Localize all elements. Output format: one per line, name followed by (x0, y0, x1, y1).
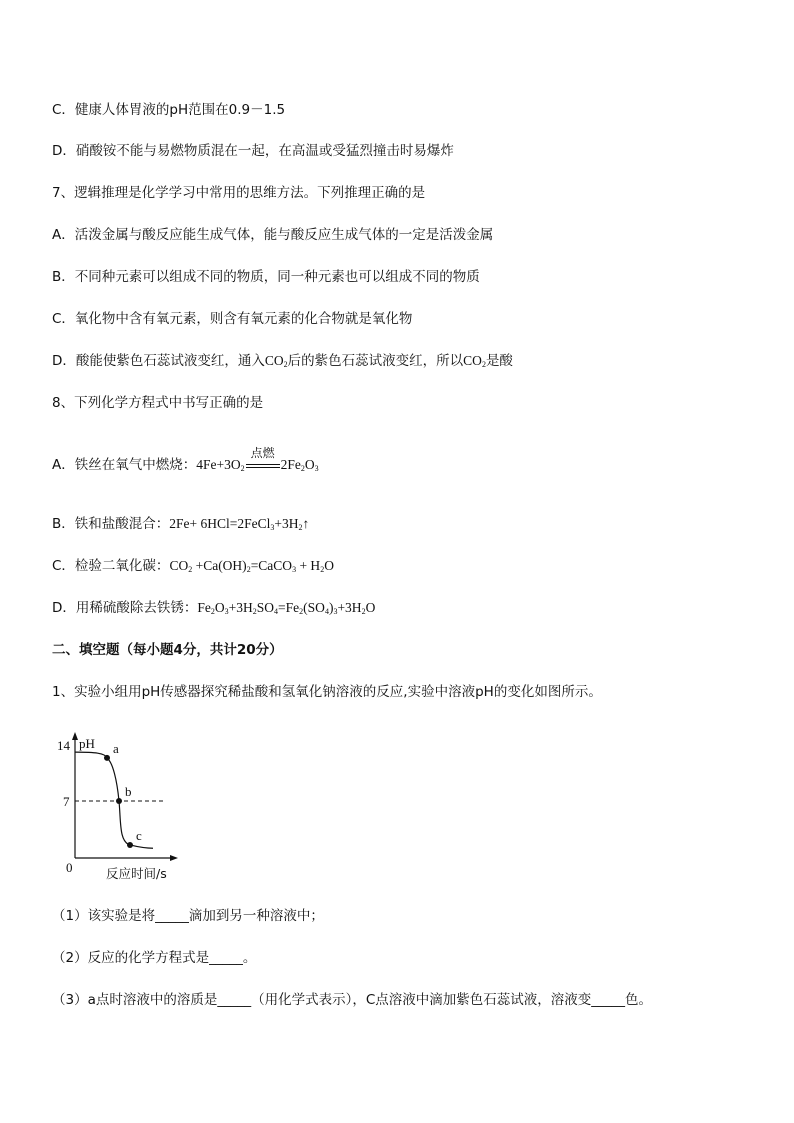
text: B．不同种元素可以组成不同的物质，同一种元素也可以组成不同的物质 (52, 269, 480, 285)
option-7d (52, 352, 513, 370)
subscript: 2 (210, 607, 215, 616)
text: （3）a点时溶液中的溶质是_____（用化学式表示），C点溶液中滴加紫色石蕊试液，溶液变_____色。 (52, 992, 653, 1008)
subscript: 2 (298, 523, 303, 532)
y-tick-7: 7 (63, 794, 70, 809)
text: Fe (197, 600, 211, 615)
text: +3H (228, 600, 253, 615)
condition-text: 点燃 (250, 445, 275, 460)
subscript: 3 (314, 464, 319, 473)
equation (196, 445, 319, 473)
text: 1、实验小组用pH传感器探究稀盐酸和氢氧化钠溶液的反应,实验中溶液pH的变化如图所示。 (52, 684, 602, 700)
subscript: 2 (188, 565, 193, 574)
subscript: 2 (240, 464, 245, 473)
reaction-condition-sign (246, 445, 280, 475)
text: ) (328, 600, 334, 615)
text: 7、逻辑推理是化学学习中常用的思维方法。下列推理正确的是 (52, 185, 426, 201)
text: 2Fe (280, 457, 301, 472)
subscript: 2 (246, 565, 251, 574)
text: O (365, 600, 376, 615)
text: （1）该实验是将_____滴加到另一种溶液中； (52, 908, 324, 924)
equal-bar (246, 467, 280, 468)
subscript: 2 (320, 565, 325, 574)
text: + H (296, 558, 321, 573)
section-heading (52, 641, 283, 659)
fill-question-1-part3 (52, 991, 652, 1009)
option-7d-prev (52, 142, 454, 160)
text: O (304, 457, 315, 472)
text: A．铁丝在氧气中燃烧： (52, 457, 197, 473)
equal-bar (246, 464, 280, 465)
subscript: 3 (224, 607, 229, 616)
ph-chart (55, 730, 185, 880)
subscript: 2 (300, 464, 305, 473)
subscript: 2 (299, 607, 304, 616)
equation (169, 558, 334, 573)
option-7c-prev (52, 101, 285, 119)
text: O (214, 600, 225, 615)
point-label-a: a (113, 740, 119, 756)
subscript: 3 (333, 607, 338, 616)
y-axis-label: pH (79, 736, 95, 751)
option-8d (52, 599, 375, 617)
text: +3H (337, 600, 362, 615)
y-axis-arrow-icon (72, 732, 78, 740)
equation (169, 516, 309, 531)
point-c (127, 842, 133, 848)
text: A．活泼金属与酸反应能生成气体，能与酸反应生成气体的一定是活泼金属 (52, 227, 494, 243)
text: 4Fe+3O (196, 457, 241, 472)
fill-question-1-part1 (52, 907, 324, 925)
subscript: 2 (481, 360, 486, 369)
formula-co2 (265, 353, 288, 368)
text: D．硝酸铵不能与易燃物质混在一起，在高温或受猛烈撞击时易爆炸 (52, 143, 454, 159)
point-a (104, 755, 110, 761)
option-8b (52, 515, 309, 533)
point-b (116, 798, 122, 804)
x-axis-arrow-icon (170, 855, 178, 861)
text: C．氧化物中含有氧元素，则含有氧元素的化合物就是氧化物 (52, 311, 413, 327)
text: 8、下列化学方程式中书写正确的是 (52, 395, 264, 411)
text: B．铁和盐酸混合： (52, 516, 170, 532)
text: +Ca(OH) (192, 558, 247, 573)
text: D．酸能使紫色石蕊试液变红，通入 (52, 353, 265, 369)
text: =CaCO (250, 558, 293, 573)
point-label-c: c (136, 827, 142, 843)
equation (197, 600, 375, 615)
option-7b (52, 268, 480, 286)
text: （2）反应的化学方程式是_____。 (52, 950, 257, 966)
question-8-stem (52, 394, 263, 412)
text: =Fe (278, 600, 300, 615)
text: CO (169, 558, 189, 573)
option-7a (52, 226, 493, 244)
origin-label: 0 (66, 860, 73, 875)
fill-question-1-part2 (52, 949, 256, 967)
option-7c (52, 310, 412, 328)
gas-arrow-icon: ↑ (302, 516, 310, 531)
option-8a (52, 445, 319, 475)
text: 2Fe+ 6HCl=2FeCl (169, 516, 271, 531)
y-tick-14: 14 (57, 738, 70, 753)
text: D．用稀硫酸除去铁锈： (52, 600, 198, 616)
subscript: 2 (283, 360, 288, 369)
fill-question-1-stem (52, 683, 602, 701)
text: C．检验二氧化碳： (52, 558, 170, 574)
text: CO (264, 353, 284, 368)
subscript: 3 (292, 565, 297, 574)
subscript: 3 (270, 523, 275, 532)
text: (SO (303, 600, 325, 615)
text: O (324, 558, 334, 573)
point-label-b: b (125, 784, 132, 799)
subscript: 4 (274, 607, 279, 616)
subscript: 2 (361, 607, 366, 616)
text: 二、填空题（每小题4分，共计20分） (52, 642, 283, 658)
text: CO (463, 353, 482, 368)
option-8c (52, 557, 334, 575)
text: 后的紫色石蕊试液变红，所以 (287, 353, 464, 369)
chart-points (104, 741, 142, 848)
x-axis-label: 反应时间/s (106, 866, 167, 880)
text: 是酸 (485, 353, 513, 369)
subscript: 2 (252, 607, 257, 616)
text: +3H (274, 516, 299, 531)
text: SO (256, 600, 275, 615)
formula-co2 (463, 353, 486, 368)
text: C．健康人体胃液的pH范围在0.9－1.5 (52, 102, 286, 118)
subscript: 4 (324, 607, 329, 616)
question-7-stem (52, 184, 425, 202)
